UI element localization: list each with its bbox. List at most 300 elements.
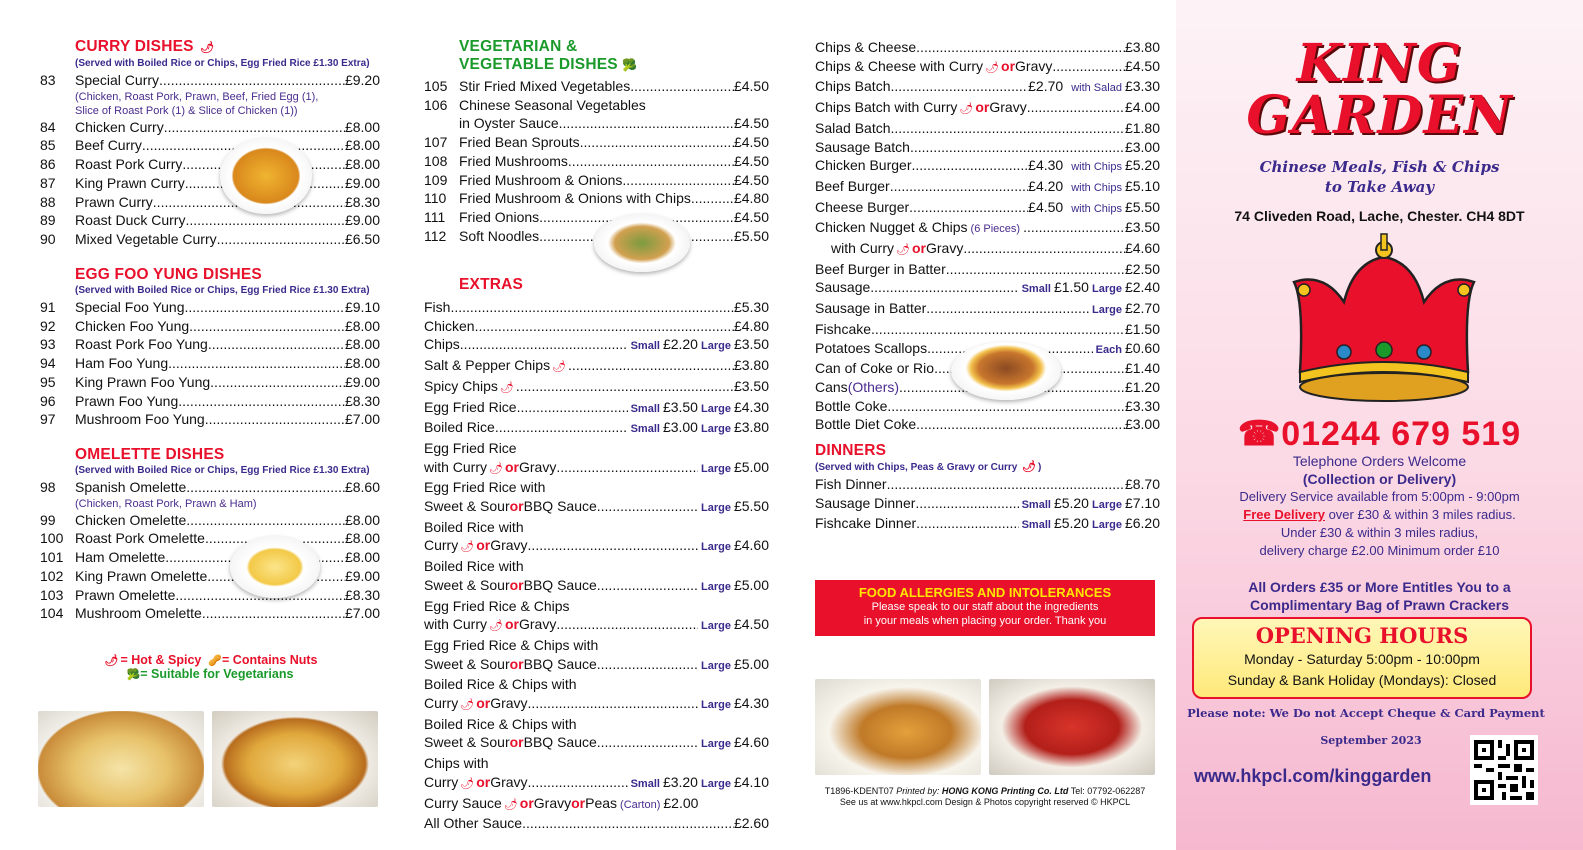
item-name: Chicken Foo Yung — [75, 317, 190, 334]
item-price: £3.00 — [1124, 138, 1160, 155]
phone-icon: ☎ — [1237, 415, 1282, 453]
item-price: £4.60 — [1124, 240, 1160, 257]
dot-leader — [946, 260, 1125, 279]
item-price: £3.20 — [662, 773, 698, 790]
dot-leader — [568, 152, 734, 171]
menu-item-row — [424, 636, 769, 655]
item-price: £8.00 — [344, 336, 380, 353]
menu-item-row — [424, 317, 769, 336]
chili-icon: 🌶 — [896, 244, 910, 257]
item-name: Gravy — [518, 616, 557, 633]
item-number: 89 — [40, 212, 56, 229]
size-label: Small — [1021, 519, 1051, 532]
dot-leader — [517, 398, 628, 417]
dot-leader — [185, 211, 344, 230]
item-number: 106 — [424, 96, 448, 113]
dot-leader — [597, 733, 698, 752]
item-number: 87 — [40, 174, 56, 191]
item-price: £2.60 — [733, 815, 769, 832]
vegetarian-heading-1: VEGETARIAN & — [459, 38, 578, 55]
item-price: £5.00 — [733, 655, 769, 672]
item-price: £3.80 — [733, 419, 769, 436]
chili-icon: 🌶 — [489, 462, 503, 475]
item-name: Salt & Pepper Chips — [424, 357, 551, 374]
size-label: Large — [700, 423, 731, 436]
item-name: Gravy — [518, 458, 557, 475]
item-name: Sausage Dinner — [815, 494, 916, 511]
menu-item-row — [424, 655, 769, 676]
menu-item-row — [424, 733, 769, 754]
item-name: Roast Pork Omelette — [75, 530, 205, 547]
with-label: with Chips — [1071, 161, 1122, 174]
menu-item-row — [424, 356, 769, 377]
item-number: 112 — [424, 227, 447, 244]
item-name: Chips — [424, 336, 460, 353]
dot-leader — [556, 615, 698, 634]
menu-item-row — [424, 615, 769, 636]
item-name: Fried Mushroom & Onions — [459, 171, 623, 188]
dot-leader — [1052, 57, 1125, 76]
item-number: 94 — [40, 355, 56, 372]
item-name: Fried Onions — [459, 208, 540, 225]
broccoli-icon: 🥦 — [622, 58, 638, 72]
item-name: Sweet & Sour — [424, 576, 510, 593]
item-price: £9.10 — [344, 299, 380, 315]
menu-item-row — [815, 138, 1160, 157]
dinners-subheading: (Served with Chips, Peas & Gravy or Curry 🌶 ) — [815, 461, 1042, 473]
item-name: in Oyster Sauce — [459, 115, 559, 132]
item-name: King Prawn Foo Yung — [75, 373, 211, 390]
item-name: Egg Fried Rice — [424, 398, 517, 415]
size-label: Large — [700, 738, 731, 751]
item-price: £7.10 — [1124, 494, 1160, 511]
dot-leader — [597, 576, 698, 595]
menu-item-row — [424, 171, 769, 190]
item-price: £9.00 — [344, 567, 380, 584]
dot-leader — [691, 189, 734, 208]
item-name: Prawn Omelette — [75, 586, 176, 603]
item-name: Cheese Burger — [815, 198, 910, 215]
menu-item-row — [40, 211, 380, 230]
menu-item-row — [424, 675, 769, 694]
dot-leader — [528, 536, 698, 555]
item-price: £3.50 — [662, 398, 698, 415]
with-label: with Chips — [1071, 181, 1122, 194]
dot-leader — [568, 356, 734, 375]
dot-leader — [186, 511, 345, 530]
item-name: Gravy — [1015, 57, 1053, 74]
item-name: Mushroom Omelette — [75, 605, 202, 622]
item-price: £2.70 — [1028, 78, 1064, 95]
item-name: Fish — [424, 299, 451, 315]
menu-item-row — [424, 794, 769, 815]
item-price: £4.60 — [733, 537, 769, 554]
item-price: £6.50 — [344, 230, 380, 247]
dot-leader — [528, 773, 628, 792]
item-number: 86 — [40, 156, 56, 173]
item-price: £4.30 — [733, 398, 769, 415]
item-name: Cans — [815, 378, 848, 395]
eggfoo-subheading: (Served with Boiled Rice or Chips, Egg Fried Rice £1.30 Extra) — [75, 285, 370, 296]
or-text: or — [476, 537, 491, 554]
menu-item-row — [424, 298, 769, 317]
or-text: or — [509, 576, 524, 593]
item-name: Chips & Cheese with Curry — [815, 57, 984, 74]
item-name: Mixed Vegetable Curry — [75, 230, 217, 247]
menu-item-row — [424, 576, 769, 597]
item-number: 109 — [424, 171, 448, 188]
item-number: 100 — [40, 530, 64, 547]
item-price: £8.00 — [344, 530, 380, 547]
item-name: Sausage Batch — [815, 138, 910, 155]
item-name: Beef Burger — [815, 177, 890, 194]
menu-item-row — [424, 814, 769, 833]
item-name: Fishcake — [815, 320, 872, 337]
legend: 🌶 = Hot & Spicy 🥜= Contains Nuts 🥦= Suitable for Vegetarians — [104, 653, 318, 681]
dot-leader — [202, 604, 345, 623]
menu-item-row — [424, 208, 769, 227]
others-label: (Others) — [847, 378, 900, 395]
item-name: Chicken Curry — [75, 118, 164, 135]
dot-leader — [210, 373, 345, 392]
size-label: Large — [700, 777, 731, 790]
dot-leader — [1023, 218, 1125, 237]
info-panel — [1176, 0, 1583, 850]
dot-leader — [186, 478, 345, 497]
dot-leader — [516, 377, 734, 396]
menu-item-row — [40, 604, 380, 623]
item-name: Egg Fried Rice with — [424, 479, 546, 496]
restaurant-name: KING GARDEN — [1246, 33, 1513, 146]
item-number: 101 — [40, 549, 64, 566]
menu-item-row — [40, 136, 380, 155]
item-price: £4.50 — [733, 152, 769, 169]
dot-leader — [1027, 98, 1125, 117]
chili-icon: 🌶 — [959, 103, 974, 116]
qr-code[interactable] — [1470, 735, 1538, 805]
dot-leader — [178, 392, 345, 411]
item-name: Curry Sauce — [424, 794, 502, 811]
item-name: Gravy — [490, 695, 528, 712]
opening-hours-box: OPENING HOURS Monday - Saturday 5:00pm - 10:00pm Sunday & Bank Holiday (Mondays): Closed — [1192, 617, 1532, 699]
item-name: Gravy — [490, 773, 528, 790]
item-name: Roast Pork Foo Yung — [75, 336, 208, 353]
dot-leader — [887, 475, 1125, 494]
item-price: £9.00 — [344, 174, 380, 191]
item-name: Soft Noodles — [459, 227, 540, 244]
dot-leader — [916, 38, 1125, 57]
dot-leader — [164, 118, 345, 137]
curry-heading: CURRY DISHES 🌶 — [75, 38, 215, 55]
dot-leader — [926, 299, 1089, 318]
item-name: Chicken Omelette — [75, 511, 187, 528]
size-label: Small — [1021, 283, 1051, 296]
dot-leader — [871, 320, 1125, 339]
with-label: with Salad — [1071, 82, 1122, 95]
delivery-info: Telephone Orders Welcome (Collection or Delivery) Delivery Service available from 5:00pm - 9:00pm Free Delivery over £30 & within 3 miles radius. Under £30 & within 3 miles radius, delivery charge £2.00 Minimum order £10 — [1239, 453, 1520, 558]
item-name: Fish Dinner — [815, 476, 887, 492]
item-price: £9.00 — [344, 373, 380, 390]
address: 74 Cliveden Road, Lache, Chester. CH4 8DT — [1234, 208, 1525, 224]
menu-item-row — [40, 230, 380, 249]
menu-item-row — [40, 478, 380, 497]
item-name: Bottle Diet Coke — [815, 416, 917, 433]
item-name: Spicy Chips — [424, 377, 498, 394]
item-price: £4.50 — [733, 616, 769, 633]
menu-item-row — [815, 299, 1160, 320]
tagline: Chinese Meals, Fish & Chips to Take Away — [1259, 158, 1500, 196]
size-label: Large — [1091, 498, 1122, 511]
item-name: Boiled Rice & Chips with — [424, 676, 577, 693]
size-label: Small — [630, 402, 660, 415]
dot-leader — [559, 114, 734, 133]
menu-item-row — [424, 152, 769, 171]
menu-item-row — [815, 514, 1160, 535]
item-price: £4.80 — [733, 190, 769, 207]
item-name: with Curry — [831, 240, 895, 257]
size-label: Small — [630, 423, 660, 436]
item-price: £3.80 — [733, 357, 769, 374]
item-price: £8.60 — [344, 479, 380, 495]
nut-icon: 🥜 — [208, 655, 223, 667]
item-number: 95 — [40, 373, 56, 390]
item-price: £8.00 — [344, 549, 380, 566]
item-price: £2.40 — [1124, 279, 1160, 296]
item-price: £5.20 — [1053, 515, 1089, 532]
item-note: Slice of Roast Pork (1) & Slice of Chicken (1)) — [75, 104, 298, 117]
dot-leader — [168, 354, 345, 373]
item-name: Beef Burger in Batter — [815, 260, 946, 277]
item-name: Boiled Rice with — [424, 558, 524, 575]
item-name: Boiled Rice & Chips with — [424, 715, 577, 732]
item-number: 110 — [424, 190, 447, 207]
size-label: Large — [700, 659, 731, 672]
dot-leader — [205, 410, 345, 429]
size-label: Large — [700, 580, 731, 593]
item-price: £8.00 — [344, 137, 380, 154]
item-price: £0.60 — [1124, 339, 1160, 356]
item-number: 93 — [40, 336, 56, 353]
eggfoo-heading: EGG FOO YUNG DISHES — [75, 266, 262, 283]
item-name: with Curry — [424, 616, 488, 633]
dot-leader — [915, 494, 1018, 513]
sweet-and-sour-photo — [989, 679, 1155, 775]
chili-icon: 🌶 — [499, 381, 514, 394]
menu-item-row — [424, 773, 769, 794]
menu-item-row — [40, 586, 380, 605]
menu-item-row — [40, 193, 380, 212]
menu-item-row — [424, 133, 769, 152]
item-price: £4.10 — [733, 773, 769, 790]
dot-leader — [910, 138, 1125, 157]
size-label: Large — [1091, 519, 1122, 532]
item-name: Egg Fried Rice & Chips — [424, 597, 570, 614]
item-price: £5.00 — [733, 576, 769, 593]
chili-icon: 🌶 — [1022, 461, 1037, 473]
item-number: 91 — [40, 299, 56, 315]
chili-icon: 🌶 — [552, 361, 567, 374]
item-name: Curry — [424, 773, 459, 790]
promo: All Orders £35 or More Entitles You to a Complimentary Bag of Prawn Crackers — [1248, 579, 1511, 613]
item-name: Can of Coke or Rio — [815, 360, 935, 377]
menu-item-row — [424, 335, 769, 356]
item-name: Roast Pork Curry — [75, 156, 183, 173]
item-price: £1.50 — [1124, 320, 1160, 337]
or-text: or — [504, 458, 519, 475]
chili-icon: 🌶 — [460, 699, 475, 712]
item-price: £1.50 — [1053, 279, 1089, 296]
size-label: Large — [700, 462, 731, 475]
item-price: £2.00 — [663, 794, 699, 811]
item-price: £7.00 — [344, 605, 380, 622]
extras-heading: EXTRAS — [459, 276, 524, 293]
size-label: Small — [630, 340, 660, 353]
dot-leader — [475, 317, 734, 336]
item-name: Sweet & Sour — [424, 734, 510, 751]
item-price: £1.80 — [1124, 119, 1160, 136]
dot-leader — [450, 298, 734, 317]
menu-item-row — [815, 98, 1160, 119]
menu-item-row — [424, 597, 769, 616]
phone-number[interactable]: ☎01244 679 519 — [1237, 415, 1522, 453]
fish-and-chips-photo — [815, 679, 981, 775]
menu-item-row — [815, 57, 1160, 78]
or-text: or — [975, 99, 990, 116]
curry-list — [40, 71, 380, 249]
dot-leader — [630, 77, 734, 96]
item-name: Bottle Coke — [815, 397, 888, 414]
item-name: Special Curry — [75, 72, 160, 88]
item-name: Egg Fried Rice — [424, 439, 517, 456]
item-name: Prawn Curry — [75, 193, 153, 210]
website-link[interactable]: www.hkpcl.com/kinggarden — [1194, 766, 1432, 786]
item-name: Sausage in Batter — [815, 300, 927, 317]
item-price: £8.00 — [344, 118, 380, 135]
menu-item-row — [40, 511, 380, 530]
item-price: £9.20 — [344, 72, 380, 88]
dot-leader — [916, 415, 1125, 434]
item-price: £5.20 — [1053, 494, 1089, 511]
menu-item-row — [424, 694, 769, 715]
omelette-photo — [230, 536, 320, 598]
dot-leader — [597, 497, 698, 516]
chili-icon: 🌶 — [985, 61, 1000, 74]
allergy-line-2: in your meals when placing your order. Thank you — [863, 615, 1107, 627]
item-price: £3.50 — [1124, 219, 1160, 236]
item-price: £4.50 — [733, 171, 769, 188]
item-name: Chicken Burger — [815, 157, 912, 174]
item-price: £5.50 — [1124, 198, 1160, 215]
chili-icon: 🌶 — [460, 541, 475, 554]
egg-fried-rice-photo — [38, 711, 204, 807]
menu-item-row — [40, 118, 380, 137]
size-label: Large — [700, 340, 731, 353]
dot-leader — [890, 177, 1028, 196]
item-price: £3.30 — [1124, 78, 1160, 95]
item-price: £3.30 — [1124, 397, 1160, 414]
item-name: Potatoes Scallops — [815, 339, 928, 356]
item-number: 104 — [40, 605, 64, 622]
or-text: or — [571, 794, 586, 811]
item-number: 83 — [40, 72, 56, 88]
item-name: Fishcake Dinner — [815, 515, 917, 532]
item-price: £5.30 — [733, 299, 769, 315]
item-name: Chicken Nugget & Chips — [815, 219, 968, 236]
item-name: Spanish Omelette — [75, 479, 187, 495]
item-note: (Chicken, Roast Pork, Prawn & Ham) — [75, 497, 257, 510]
item-price: £1.20 — [1124, 378, 1160, 395]
dot-leader — [580, 133, 734, 152]
size-label: Large — [700, 620, 731, 633]
menu-item-row — [424, 439, 769, 458]
item-price: £8.00 — [344, 355, 380, 372]
menu-item-row — [40, 548, 380, 567]
dot-leader — [522, 814, 734, 833]
date: September 2023 — [1320, 734, 1422, 747]
dinners-heading: DINNERS — [815, 442, 887, 459]
menu-item-row — [424, 96, 769, 115]
item-price: £2.50 — [1124, 260, 1160, 277]
item-price: £9.00 — [344, 212, 380, 229]
item-price: £3.80 — [1124, 39, 1160, 55]
item-number: 88 — [40, 193, 56, 210]
item-number: 97 — [40, 411, 56, 428]
crown-icon — [1264, 232, 1504, 408]
dot-leader — [185, 298, 345, 317]
burger-photo — [951, 342, 1061, 400]
item-name: Gravy — [989, 99, 1027, 116]
size-label: Large — [700, 699, 731, 712]
menu-item-row — [815, 278, 1160, 299]
menu-item-row — [815, 260, 1160, 279]
item-name: Chinese Seasonal Vegetables — [459, 96, 646, 113]
item-price: £4.50 — [733, 78, 769, 94]
item-name: Sweet & Sour — [424, 655, 510, 672]
item-price: £4.20 — [1028, 177, 1064, 194]
dot-leader — [890, 77, 1028, 96]
curry-photo — [220, 138, 312, 214]
vegetarian-list — [424, 77, 769, 245]
item-price: £8.00 — [344, 317, 380, 334]
dot-leader — [189, 317, 345, 336]
item-number: 103 — [40, 586, 64, 603]
curry-subheading: (Served with Boiled Rice or Chips, Egg Fried Rice £1.30 Extra) — [75, 58, 370, 69]
menu-item-row — [815, 38, 1160, 57]
menu-item-row — [424, 715, 769, 734]
item-price: £4.50 — [1124, 57, 1160, 74]
item-number: 111 — [424, 208, 446, 225]
item-number: 85 — [40, 137, 56, 154]
or-text: or — [519, 794, 534, 811]
item-price: £4.50 — [733, 134, 769, 151]
menu-item-row — [40, 354, 380, 373]
menu-item-row — [40, 567, 380, 586]
dot-leader — [556, 458, 698, 477]
omelette-heading: OMELETTE DISHES — [75, 446, 225, 463]
dot-leader — [891, 119, 1125, 138]
or-text: or — [509, 734, 524, 751]
item-name: BBQ Sauce — [523, 576, 597, 593]
noodles-photo — [594, 214, 690, 272]
item-price: £2.20 — [662, 336, 698, 353]
item-name: Mushroom Foo Yung — [75, 411, 205, 428]
item-price: £4.30 — [1028, 157, 1064, 174]
chili-icon: 🌶 — [104, 655, 119, 667]
dot-leader — [217, 230, 345, 249]
size-label: Large — [1091, 283, 1122, 296]
dot-leader — [870, 278, 1018, 297]
menu-item-row — [40, 71, 380, 90]
